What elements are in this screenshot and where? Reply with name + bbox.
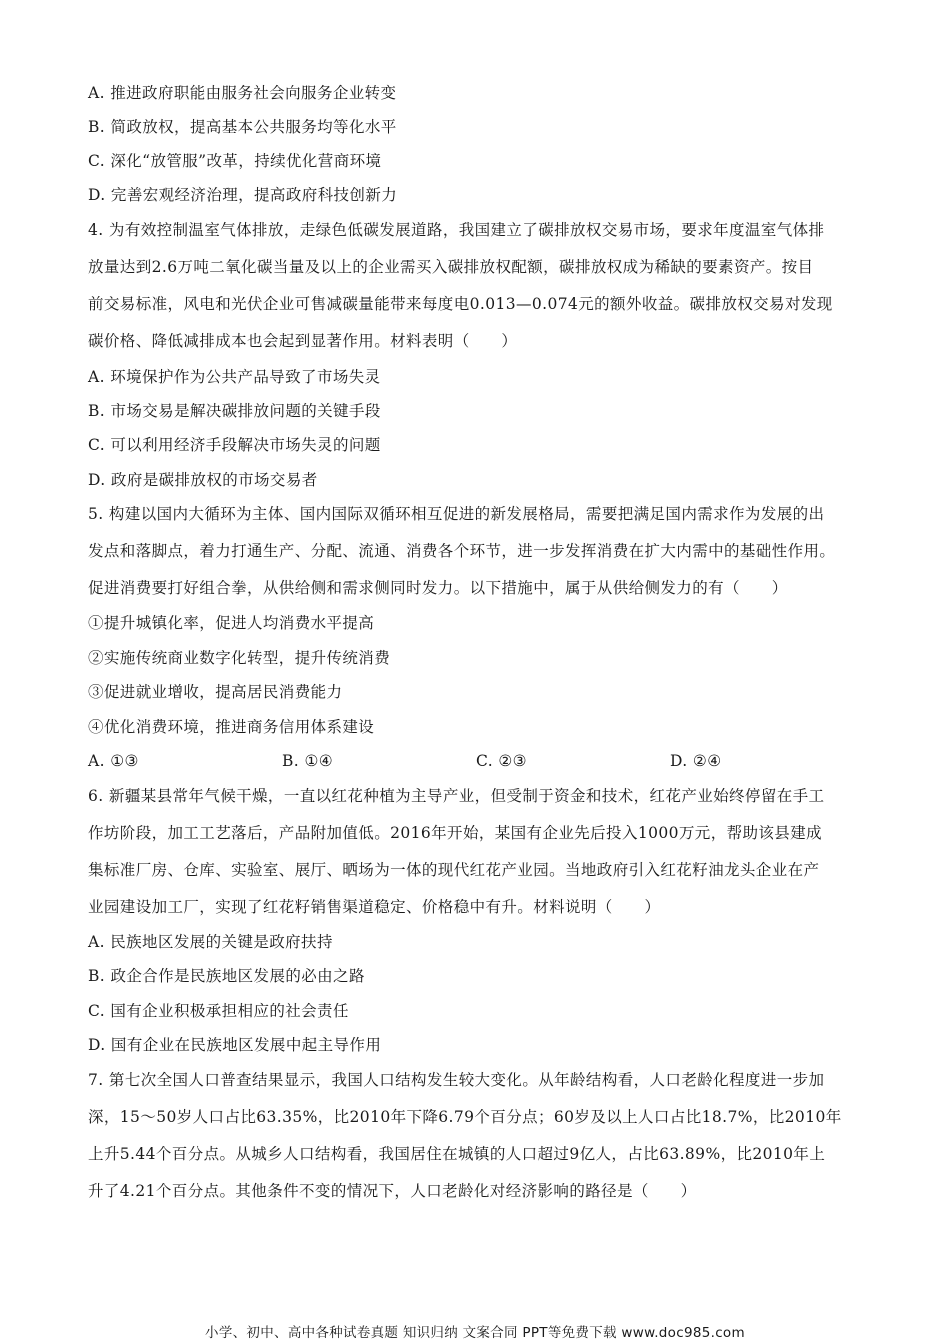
q4-option-d: D. 政府是碳排放权的市场交易者 bbox=[88, 471, 318, 489]
q7-stem-line: 深，15～50岁人口占比63.35%，比2010年下降6.79个百分点；60岁及以上人口占比18.7%，比2010年 bbox=[88, 1108, 842, 1126]
q6-stem-line: 6. 新疆某县常年气候干燥，一直以红花种植为主导产业，但受制于资金和技术，红花产业始终停留在手工 bbox=[88, 787, 825, 805]
q5-item-4: ④优化消费环境，推进商务信用体系建设 bbox=[88, 718, 375, 736]
q3-option-b: B. 简政放权，提高基本公共服务均等化水平 bbox=[88, 118, 397, 136]
q3-option-c: C. 深化“放管服”改革，持续优化营商环境 bbox=[88, 152, 382, 170]
q5-option-a: A. ①③ bbox=[88, 752, 139, 770]
q6-stem-line: 作坊阶段，加工工艺落后，产品附加值低。2016年开始，某国有企业先后投入1000万元，帮助该县建成 bbox=[88, 824, 822, 842]
q5-option-d: D. ②④ bbox=[670, 752, 722, 770]
q5-option-b: B. ①④ bbox=[282, 752, 334, 770]
q5-item-1: ①提升城镇化率，促进人均消费水平提高 bbox=[88, 614, 375, 632]
q4-option-b: B. 市场交易是解决碳排放问题的关键手段 bbox=[88, 402, 381, 420]
q4-stem-line: 4. 为有效控制温室气体排放，走绿色低碳发展道路，我国建立了碳排放权交易市场，要求年度温室气体排 bbox=[88, 221, 825, 239]
q5-stem-line: 发点和落脚点，着力打通生产、分配、流通、消费各个环节，进一步发挥消费在扩大内需中的基础性作用。 bbox=[88, 542, 836, 560]
q4-stem-line: 放量达到2.6万吨二氧化碳当量及以上的企业需买入碳排放权配额，碳排放权成为稀缺的要素资产。按目 bbox=[88, 258, 814, 276]
q3-option-d: D. 完善宏观经济治理，提高政府科技创新力 bbox=[88, 186, 398, 204]
q4-stem-line: 碳价格、降低减排成本也会起到显著作用。材料表明（ ） bbox=[88, 332, 518, 350]
q5-option-c: C. ②③ bbox=[476, 752, 527, 770]
q5-item-3: ③促进就业增收，提高居民消费能力 bbox=[88, 683, 343, 701]
q4-option-c: C. 可以利用经济手段解决市场失灵的问题 bbox=[88, 436, 381, 454]
q6-option-c: C. 国有企业积极承担相应的社会责任 bbox=[88, 1002, 349, 1020]
q6-stem-line: 业园建设加工厂，实现了红花籽销售渠道稳定、价格稳中有升。材料说明（ ） bbox=[88, 898, 661, 916]
q7-stem-line: 7. 第七次全国人口普查结果显示，我国人口结构发生较大变化。从年龄结构看，人口老龄化程度进一步加 bbox=[88, 1071, 825, 1089]
q6-option-a: A. 民族地区发展的关键是政府扶持 bbox=[88, 933, 333, 951]
q6-option-d: D. 国有企业在民族地区发展中起主导作用 bbox=[88, 1036, 382, 1054]
q6-option-b: B. 政企合作是民族地区发展的必由之路 bbox=[88, 967, 365, 985]
q3-option-a: A. 推进政府职能由服务社会向服务企业转变 bbox=[88, 84, 397, 102]
q5-stem-line: 促进消费要打好组合拳，从供给侧和需求侧同时发力。以下措施中，属于从供给侧发力的有（ ） bbox=[88, 579, 788, 597]
q4-stem-line: 前交易标准，风电和光伏企业可售减碳量能带来每度电0.013—0.074元的额外收益。碳排放权交易对发现 bbox=[88, 295, 833, 313]
q5-item-2: ②实施传统商业数字化转型，提升传统消费 bbox=[88, 649, 391, 667]
q4-option-a: A. 环境保护作为公共产品导致了市场失灵 bbox=[88, 368, 381, 386]
q7-stem-line: 上升5.44个百分点。从城乡人口结构看，我国居住在城镇的人口超过9亿人，占比63.89%，比2010年上 bbox=[88, 1145, 826, 1163]
q7-stem-line: 升了4.21个百分点。其他条件不变的情况下，人口老龄化对经济影响的路径是（ ） bbox=[88, 1182, 697, 1200]
q5-stem-line: 5. 构建以国内大循环为主体、国内国际双循环相互促进的新发展格局，需要把满足国内需求作为发展的出 bbox=[88, 505, 825, 523]
q6-stem-line: 集标准厂房、仓库、实验室、展厅、晒场为一体的现代红花产业园。当地政府引入红花籽油龙头企业在产 bbox=[88, 861, 820, 879]
page-footer: 小学、初中、高中各种试卷真题 知识归纳 文案合同 PPT等免费下载 www.doc985.com bbox=[205, 1325, 745, 1341]
